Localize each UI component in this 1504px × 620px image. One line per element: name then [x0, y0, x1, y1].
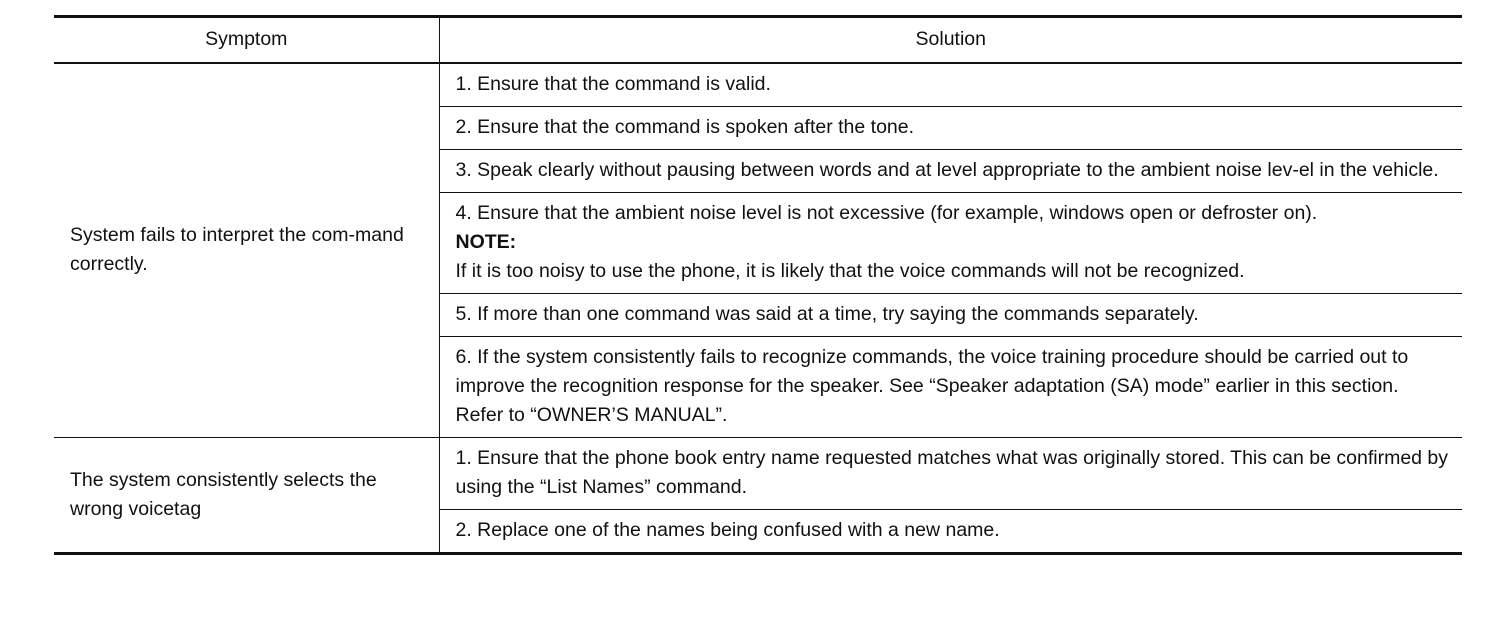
header-symptom: Symptom [54, 17, 439, 63]
symptom-cell: System fails to interpret the com-mand correctly. [54, 63, 439, 438]
header-row [54, 17, 1462, 63]
note-text: If it is too noisy to use the phone, it is likely that the voice commands will not be recognized. [455, 259, 1245, 282]
solution-cell: 2. Replace one of the names being confused with a new name. [439, 509, 1462, 553]
solution-cell [439, 192, 1462, 293]
solution-text: 4. Ensure that the ambient noise level is not excessive (for example, windows open or defroster on). [455, 201, 1318, 224]
solution-cell: 3. Speak clearly without pausing between words and at level appropriate to the ambient noise lev-el in the vehicle. [439, 149, 1462, 192]
header-solution: Solution [915, 28, 986, 51]
solution-cell: 2. Ensure that the command is spoken after the tone. [439, 106, 1462, 149]
symptom-cell: The system consistently selects the wrong voicetag [54, 437, 439, 553]
table-row [54, 437, 1462, 509]
solution-cell: 1. Ensure that the command is valid. [439, 63, 1462, 107]
table-row [54, 63, 1462, 107]
note-label: NOTE: [455, 230, 517, 253]
solution-cell: 1. Ensure that the phone book entry name requested matches what was originally stored. This can be confirmed by using the “List Names” command. [439, 437, 1462, 509]
solution-cell: 6. If the system consistently fails to recognize commands, the voice training procedure should be carried out to improve the recognition response for the speaker. See “Speaker adaptation (SA) mode” earlier in this section. Refer to “OWNER’S MANUAL”. [439, 336, 1462, 437]
troubleshooting-table [54, 15, 1462, 555]
solution-cell: 5. If more than one command was said at a time, try saying the commands separately. [439, 293, 1462, 336]
